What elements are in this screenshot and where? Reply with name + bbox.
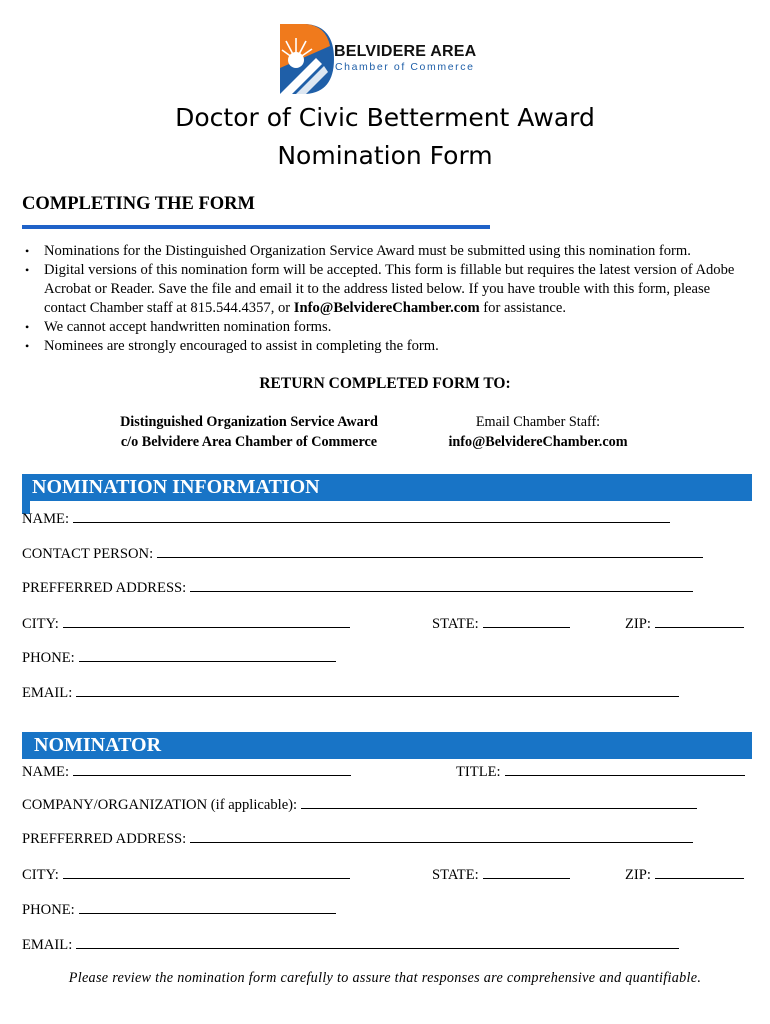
nomination-heading: NOMINATION INFORMATION (32, 476, 320, 498)
nominee-zip-label: ZIP: (625, 616, 651, 632)
nominator-name-field[interactable] (73, 762, 351, 776)
nominator-address-row (22, 829, 693, 848)
nominator-zip-row (625, 865, 744, 884)
return-address-line1: Distinguished Organization Service Award (120, 414, 378, 430)
instruction-item (22, 318, 752, 337)
heading-underline (22, 225, 490, 229)
nominator-city-label: CITY: (22, 867, 59, 883)
nominee-address-field[interactable] (190, 578, 693, 592)
chamber-logo (276, 22, 336, 96)
footer-note: Please review the nomination form carefully to assure that responses are comprehensive and quantifiable. (68, 970, 702, 986)
nominator-state-row (432, 865, 570, 884)
nominee-zip-row (625, 614, 744, 633)
instructions-list (22, 242, 752, 356)
return-email-label: Email Chamber Staff: (475, 414, 601, 430)
instruction-text: Nominees are strongly encouraged to assist in completing the form. (44, 338, 439, 354)
nominee-phone-row (22, 648, 336, 667)
nominee-name-field[interactable] (73, 509, 670, 523)
nominator-company-label: COMPANY/ORGANIZATION (if applicable): (22, 797, 298, 813)
nominee-phone-field[interactable] (79, 648, 336, 662)
nominator-phone-label: PHONE: (22, 902, 75, 918)
return-email-link[interactable]: info@BelvidereChamber.com (448, 433, 628, 450)
nominator-city-row (22, 865, 350, 884)
nominee-city-row (22, 614, 350, 633)
nominator-city-field[interactable] (63, 865, 350, 879)
nominator-email-row (22, 935, 679, 954)
nominee-email-row (22, 683, 679, 702)
nominee-email-label: EMAIL: (22, 685, 73, 701)
nominee-address-label: PREFFERRED ADDRESS: (22, 580, 187, 596)
logo-mark-icon (276, 22, 336, 96)
page-title-line2: Nomination Form (277, 141, 493, 170)
nominee-city-field[interactable] (63, 614, 350, 628)
logo-tagline: Chamber of Commerce (335, 61, 475, 73)
contact-person-label: CONTACT PERSON: (22, 546, 154, 562)
nominator-section-bar (22, 732, 752, 759)
nominee-city-label: CITY: (22, 616, 59, 632)
return-email-block (418, 413, 658, 452)
instruction-text: Nominations for the Distinguished Organization Service Award must be submitted using this nomination form. (44, 243, 691, 259)
nominator-name-label: NAME: (22, 764, 70, 780)
nominee-zip-field[interactable] (655, 614, 744, 628)
logo-name: BELVIDERE AREA (334, 43, 477, 60)
instruction-text: We cannot accept handwritten nomination forms. (44, 319, 332, 335)
completing-heading: COMPLETING THE FORM (22, 194, 255, 214)
nominator-title-row (456, 762, 745, 781)
instruction-item (22, 261, 752, 318)
nomination-section-bar (22, 474, 752, 501)
nominator-email-field[interactable] (76, 935, 679, 949)
return-address (82, 413, 416, 452)
nominator-company-field[interactable] (301, 795, 697, 809)
nominator-state-field[interactable] (483, 865, 570, 879)
nominee-state-row (432, 614, 570, 633)
nominator-zip-field[interactable] (655, 865, 744, 879)
nominee-state-label: STATE: (432, 616, 479, 632)
return-address-line2: c/o Belvidere Area Chamber of Commerce (120, 433, 378, 450)
nominator-state-label: STATE: (432, 867, 479, 883)
nominee-name-row (22, 509, 670, 528)
return-heading: RETURN COMPLETED FORM TO: (259, 375, 511, 392)
nominator-phone-field[interactable] (79, 900, 336, 914)
instruction-item (22, 242, 752, 261)
nominee-state-field[interactable] (483, 614, 570, 628)
nominator-email-label: EMAIL: (22, 937, 73, 953)
nominator-title-label: TITLE: (456, 764, 501, 780)
nominator-phone-row (22, 900, 336, 919)
contact-person-field[interactable] (157, 544, 703, 558)
contact-person-row (22, 544, 703, 563)
nominator-address-field[interactable] (190, 829, 693, 843)
nominator-heading: NOMINATOR (34, 734, 162, 756)
nominator-address-label: PREFFERRED ADDRESS: (22, 831, 187, 847)
instruction-text: Digital versions of this nomination form will be accepted. This form is fillable but requires the latest version of Adobe Acrobat or Reader. Save the file and email it to the address listed below. If you have trouble with this form, please contact Chamber staff at 815.544.4357, or (44, 262, 735, 316)
nominee-name-label: NAME: (22, 511, 70, 527)
nominator-name-row (22, 762, 355, 781)
instruction-text: for assistance. (479, 300, 566, 316)
nominator-title-field[interactable] (505, 762, 745, 776)
page-title-line1: Doctor of Civic Betterment Award (175, 103, 595, 132)
nominee-email-field[interactable] (76, 683, 679, 697)
nominator-company-row (22, 795, 697, 814)
instruction-item (22, 337, 752, 356)
contact-email-link[interactable]: Info@BelvidereChamber.com (293, 300, 480, 316)
nominator-zip-label: ZIP: (625, 867, 651, 883)
nominee-address-row (22, 578, 693, 597)
nominee-phone-label: PHONE: (22, 650, 75, 666)
